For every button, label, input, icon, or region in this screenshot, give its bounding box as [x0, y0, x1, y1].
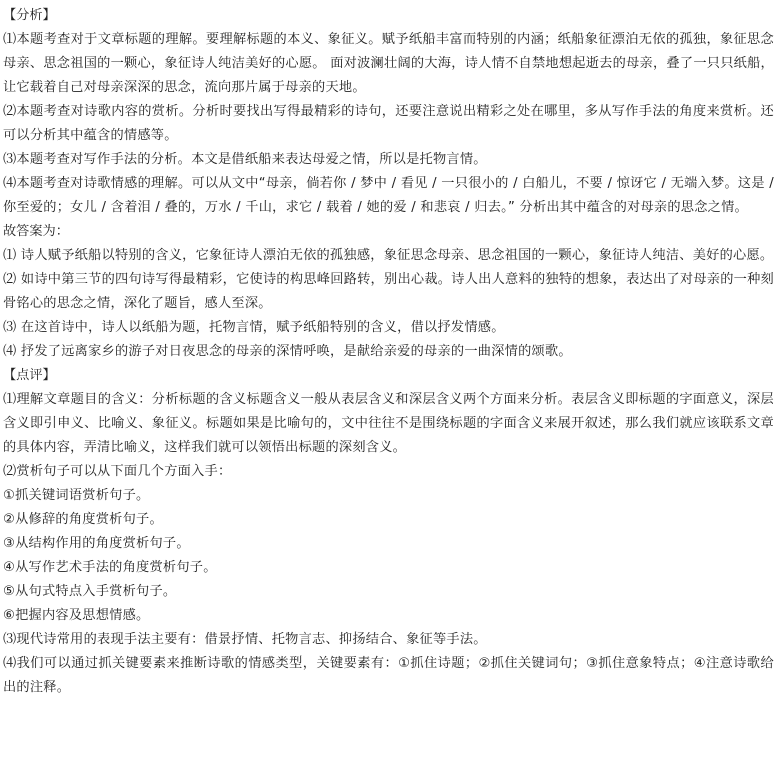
comment-point-4: ⑷我们可以通过抓关键要素来推断诗歌的情感类型，关键要素有：①抓住诗题；②抓住关键词句；③抓住意象特点；④注意诗歌给出的注释。 [3, 656, 774, 695]
comment-heading: 【点评】 [3, 368, 56, 383]
comment-point-2-item-3: ③从结构作用的角度赏析句子。 [3, 536, 190, 551]
comment-point-2-item-6: ⑥把握内容及思想情感。 [3, 608, 150, 623]
answer-point-2: ⑵ 如诗中第三节的四句诗写得最精彩，它使诗的构思峰回路转，别出心裁。诗人出人意料的独特的想象，表达出了对母亲的一种刻骨铭心的思念之情，深化了题旨，感人至深。 [3, 272, 774, 311]
comment-point-2-item-4: ④从写作艺术手法的角度赏析句子。 [3, 560, 217, 575]
comment-point-2-intro: ⑵赏析句子可以从下面几个方面入手： [3, 464, 232, 479]
comment-point-3: ⑶现代诗常用的表现手法主要有：借景抒情、托物言志、抑扬结合、象征等手法。 [3, 632, 487, 647]
comment-point-1: ⑴理解文章题目的含义：分析标题的含义标题含义一般从表层含义和深层含义两个方面来分析。表层含义即标题的字面意义，深层含义即引申义、比喻义、象征义。标题如果是比喻句的，文中往往不是围绕标题的字面含义来展开叙述，那么我们就应该联系文章的具体内容，弄清比喻义，这样我们就可以领悟出标题的深刻含义。 [3, 392, 774, 455]
analysis-heading: 【分析】 [3, 8, 56, 23]
comment-point-2-item-1: ①抓关键词语赏析句子。 [3, 488, 150, 503]
answer-heading: 故答案为： [3, 224, 69, 239]
answer-point-3: ⑶ 在这首诗中，诗人以纸船为题，托物言情，赋予纸船特别的含义，借以抒发情感。 [3, 320, 505, 335]
analysis-point-4: ⑷本题考查对诗歌情感的理解。可以从文中“母亲，倘若你 / 梦中 / 看见 / 一只很小的 / 白船儿，不要 / 惊讶它 / 无端入梦。这是 / 你至爱的；女儿 / 含着泪 / 叠的，万水 / 千山，求它 / 载着 / 她的爱 / 和悲哀 / 归去。” 分析出其中蕴含的对母亲的思念之情。 [3, 176, 774, 215]
analysis-point-1: ⑴本题考查对于文章标题的理解。要理解标题的本义、象征义。赋予纸船丰富而特别的内涵；纸船象征漂泊无依的孤独，象征思念母亲、思念祖国的一颗心，象征诗人纯洁美好的心愿。 面对波澜壮阔的大海，诗人情不自禁地想起逝去的母亲，叠了一只只纸船，让它载着自己对母亲深深的思念，流向那片属于母亲的天地。 [3, 32, 774, 95]
answer-point-4: ⑷ 抒发了远离家乡的游子对日夜思念的母亲的深情呼唤，是献给亲爱的母亲的一曲深情的颂歌。 [3, 344, 572, 359]
answer-point-1: ⑴ 诗人赋予纸船以特别的含义，它象征诗人漂泊无依的孤独感，象征思念母亲、思念祖国的一颗心，象征诗人纯洁、美好的心愿。 [3, 248, 774, 263]
comment-point-2-item-5: ⑤从句式特点入手赏析句子。 [3, 584, 177, 599]
comment-point-2-item-2: ②从修辞的角度赏析句子。 [3, 512, 163, 527]
analysis-point-2: ⑵本题考查对诗歌内容的赏析。分析时要找出写得最精彩的诗句，还要注意说出精彩之处在哪里，多从写作手法的角度来赏析。还可以分析其中蕴含的情感等。 [3, 104, 774, 143]
analysis-point-3: ⑶本题考查对写作手法的分析。本文是借纸船来表达母爱之情，所以是托物言情。 [3, 152, 487, 167]
